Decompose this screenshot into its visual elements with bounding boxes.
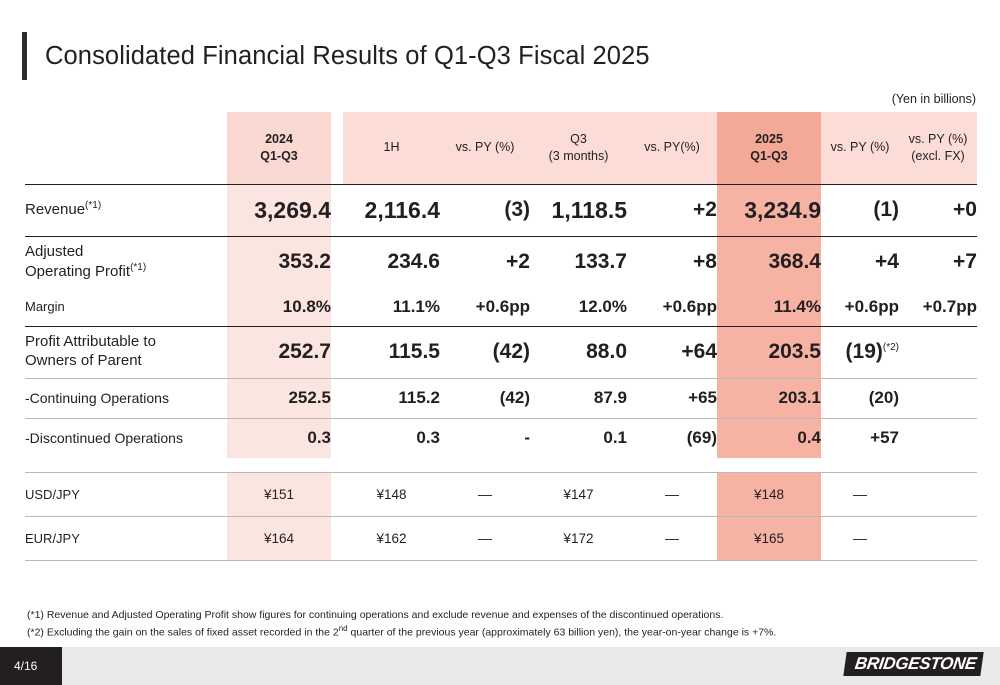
cell-margin-2025: 11.4% <box>717 288 821 326</box>
header-2025-line2: Q1-Q3 <box>750 148 788 163</box>
table-row <box>25 184 977 236</box>
cell-gap <box>331 236 343 288</box>
cell-discontinued-1h: 0.3 <box>343 418 440 458</box>
header-2025 <box>717 112 821 184</box>
cell-discontinued-vspy-total: +57 <box>821 418 899 458</box>
cell-margin-2024: 10.8% <box>227 288 331 326</box>
spacer-cell <box>227 458 331 472</box>
row-label-pa-line1: Profit Attributable to <box>25 333 156 351</box>
row-label-discontinued-operations: -Discontinued Operations <box>25 418 227 458</box>
cell-pa-vspy-q3: +64 <box>627 326 717 378</box>
footnotes <box>27 607 776 641</box>
title-accent-bar <box>22 32 27 80</box>
header-2024 <box>227 112 331 184</box>
border-cell <box>227 560 331 561</box>
header-vs-py-exfx-line2: (excl. FX) <box>911 148 965 163</box>
border-cell <box>717 560 821 561</box>
cell-continuing-vspy-1h: (42) <box>440 378 530 418</box>
table-section-divider <box>25 458 977 472</box>
cell-eurjpy-2024: ¥164 <box>227 516 331 560</box>
border-cell <box>821 560 899 561</box>
cell-aop-vspy-1h: +2 <box>440 236 530 288</box>
spacer-cell <box>821 458 899 472</box>
cell-pa-vspy-1h: (42) <box>440 326 530 378</box>
cell-margin-vspy-q3: +0.6pp <box>627 288 717 326</box>
cell-discontinued-vspy-exfx <box>899 418 977 458</box>
row-label-continuing-operations: -Continuing Operations <box>25 378 227 418</box>
cell-revenue-vspy-exfx: +0 <box>899 184 977 236</box>
cell-margin-vspy-1h: +0.6pp <box>440 288 530 326</box>
cell-continuing-vspy-q3: +65 <box>627 378 717 418</box>
table-row <box>25 472 977 516</box>
cell-aop-vspy-q3: +8 <box>627 236 717 288</box>
table-row <box>25 378 977 418</box>
spacer-cell <box>717 458 821 472</box>
header-1h: 1H <box>343 112 440 184</box>
row-label-aop-sup: (*1) <box>130 261 147 273</box>
cell-revenue-vspy-total: (1) <box>821 184 899 236</box>
border-cell <box>343 560 440 561</box>
row-label-eur-jpy: EUR/JPY <box>25 516 227 560</box>
cell-usdjpy-vspy-q3: — <box>627 472 717 516</box>
cell-gap <box>331 472 343 516</box>
header-gap <box>331 112 343 184</box>
cell-continuing-2025: 203.1 <box>717 378 821 418</box>
cell-gap <box>331 516 343 560</box>
spacer-cell <box>899 458 977 472</box>
footnote-1: (*1) Revenue and Adjusted Operating Profit show figures for continuing operations and exclude revenue and expenses of the discontinued operations. <box>27 609 724 621</box>
cell-usdjpy-1h: ¥148 <box>343 472 440 516</box>
border-cell <box>440 560 530 561</box>
cell-discontinued-vspy-1h: - <box>440 418 530 458</box>
unit-note: (Yen in billions) <box>891 92 976 106</box>
cell-revenue-2024: 3,269.4 <box>227 184 331 236</box>
spacer-cell <box>627 458 717 472</box>
table-row <box>25 418 977 458</box>
cell-eurjpy-2025: ¥165 <box>717 516 821 560</box>
cell-aop-2025: 368.4 <box>717 236 821 288</box>
spacer-cell <box>25 458 227 472</box>
financial-table <box>25 112 977 561</box>
cell-eurjpy-vspy-1h: — <box>440 516 530 560</box>
row-label-adjusted-operating-profit <box>25 236 227 288</box>
table-row <box>25 288 977 326</box>
row-label-margin: Margin <box>25 288 227 326</box>
row-label-revenue-text: Revenue <box>25 201 86 219</box>
spacer-cell <box>343 458 440 472</box>
cell-pa-vspy-total-sup: (*2) <box>882 342 899 353</box>
spacer-cell <box>530 458 627 472</box>
cell-revenue-1h: 2,116.4 <box>343 184 440 236</box>
cell-continuing-vspy-total: (20) <box>821 378 899 418</box>
cell-usdjpy-2025: ¥148 <box>717 472 821 516</box>
bridgestone-logo: BRIDGESTONE <box>843 652 983 676</box>
cell-revenue-vspy-1h: (3) <box>440 184 530 236</box>
cell-eurjpy-q3: ¥172 <box>530 516 627 560</box>
cell-margin-q3: 12.0% <box>530 288 627 326</box>
table-bottom-border <box>25 560 977 561</box>
header-vs-py-q3: vs. PY(%) <box>627 112 717 184</box>
cell-gap <box>331 326 343 378</box>
header-vs-py-1h: vs. PY (%) <box>440 112 530 184</box>
row-label-aop-line1: Adjusted <box>25 243 84 260</box>
financial-table-container <box>25 112 977 561</box>
cell-aop-vspy-total: +4 <box>821 236 899 288</box>
cell-discontinued-q3: 0.1 <box>530 418 627 458</box>
cell-gap <box>331 418 343 458</box>
cell-margin-vspy-total: +0.6pp <box>821 288 899 326</box>
table-row <box>25 236 977 288</box>
cell-margin-vspy-exfx: +0.7pp <box>899 288 977 326</box>
cell-eurjpy-1h: ¥162 <box>343 516 440 560</box>
cell-pa-q3: 88.0 <box>530 326 627 378</box>
header-q3-line1: Q3 <box>570 131 587 146</box>
row-label-revenue <box>25 184 227 236</box>
page-title <box>22 32 650 80</box>
header-2024-line2: Q1-Q3 <box>260 148 298 163</box>
border-cell <box>899 560 977 561</box>
cell-discontinued-2025: 0.4 <box>717 418 821 458</box>
cell-discontinued-2024: 0.3 <box>227 418 331 458</box>
cell-gap <box>331 288 343 326</box>
cell-eurjpy-vspy-exfx <box>899 516 977 560</box>
cell-usdjpy-2024: ¥151 <box>227 472 331 516</box>
cell-pa-vspy-total <box>821 326 899 378</box>
cell-pa-vspy-total-value: (19) <box>845 340 883 363</box>
spacer-cell <box>440 458 530 472</box>
cell-gap <box>331 378 343 418</box>
header-q3-line2: (3 months) <box>548 148 609 163</box>
header-label-cell <box>25 112 227 184</box>
header-2024-line1: 2024 <box>265 131 293 146</box>
row-label-aop-line2: Operating Profit$^{(*1)}$ <box>25 261 147 280</box>
cell-revenue-2025: 3,234.9 <box>717 184 821 236</box>
border-cell <box>25 560 227 561</box>
row-label-profit-attributable <box>25 326 227 378</box>
row-label-usd-jpy: USD/JPY <box>25 472 227 516</box>
cell-pa-1h: 115.5 <box>343 326 440 378</box>
footnote-2-ordinal: nd <box>338 624 348 634</box>
table-row <box>25 326 977 378</box>
cell-pa-2025: 203.5 <box>717 326 821 378</box>
cell-continuing-1h: 115.2 <box>343 378 440 418</box>
cell-usdjpy-vspy-1h: — <box>440 472 530 516</box>
footnote-2-part-a: (*2) Excluding the gain on the sales of fixed asset recorded in the 2 <box>27 626 339 639</box>
cell-pa-vspy-exfx <box>899 326 977 378</box>
row-label-pa-line2: Owners of Parent <box>25 352 142 369</box>
border-cell <box>627 560 717 561</box>
cell-revenue-vspy-q3: +2 <box>627 184 717 236</box>
header-vs-py-total: vs. PY (%) <box>821 112 899 184</box>
cell-gap <box>331 184 343 236</box>
cell-aop-2024: 353.2 <box>227 236 331 288</box>
header-q3 <box>530 112 627 184</box>
cell-continuing-q3: 87.9 <box>530 378 627 418</box>
cell-aop-1h: 234.6 <box>343 236 440 288</box>
cell-usdjpy-q3: ¥147 <box>530 472 627 516</box>
footnote-2-part-b: quarter of the previous year (approximately 63 billion yen), the year-on-year change is +7%. <box>347 626 777 639</box>
cell-aop-q3: 133.7 <box>530 236 627 288</box>
cell-usdjpy-vspy-total: — <box>821 472 899 516</box>
footnote-2 <box>27 623 776 641</box>
cell-pa-2024: 252.7 <box>227 326 331 378</box>
border-cell <box>331 560 343 561</box>
cell-margin-1h: 11.1% <box>343 288 440 326</box>
cell-continuing-2024: 252.5 <box>227 378 331 418</box>
cell-eurjpy-vspy-q3: — <box>627 516 717 560</box>
border-cell <box>530 560 627 561</box>
header-vs-py-exfx-line1: vs. PY (%) <box>908 131 968 146</box>
cell-eurjpy-vspy-total: — <box>821 516 899 560</box>
title-text: Consolidated Financial Results of Q1-Q3 Fiscal 2025 <box>45 41 650 70</box>
spacer-cell <box>331 458 343 472</box>
cell-continuing-vspy-exfx <box>899 378 977 418</box>
page-number: 4/16 <box>14 659 38 673</box>
cell-aop-vspy-exfx: +7 <box>899 236 977 288</box>
cell-usdjpy-vspy-exfx <box>899 472 977 516</box>
table-header-row <box>25 112 977 184</box>
header-vs-py-exfx <box>899 112 977 184</box>
table-row <box>25 516 977 560</box>
cell-discontinued-vspy-q3: (69) <box>627 418 717 458</box>
row-label-revenue-sup: (*1) <box>85 200 102 212</box>
cell-revenue-q3: 1,118.5 <box>530 184 627 236</box>
header-2025-line1: 2025 <box>755 131 783 146</box>
